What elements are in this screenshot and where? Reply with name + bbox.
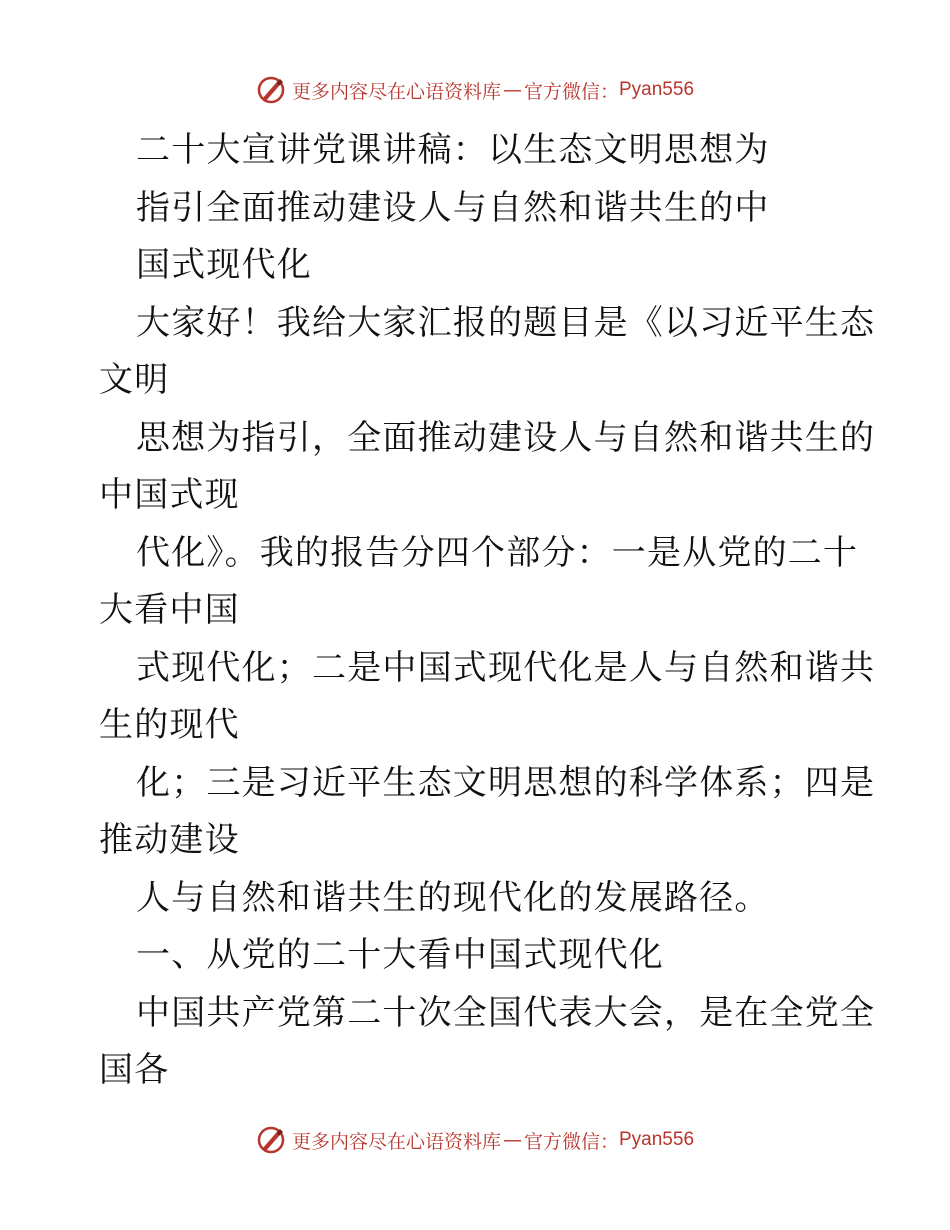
section-heading: 一、从党的二十大看中国式现代化 [136, 935, 664, 975]
paragraph-line: 生的现代 [99, 705, 240, 745]
title-line-1: 二十大宣讲党课讲稿：以生态文明思想为 [136, 130, 770, 170]
paragraph-line: 化；三是习近平生态文明思想的科学体系；四是 [136, 763, 876, 803]
footer-watermark-banner [0, 1120, 950, 1160]
paragraph-line: 文明 [99, 360, 170, 400]
watermark-wechat-label: 官方微信： [523, 80, 619, 103]
watermark-wechat-id: Pyan556 [619, 1129, 695, 1150]
paragraph-line: 国各 [99, 1050, 170, 1090]
watermark-dash: — [502, 79, 522, 101]
header-watermark-banner [0, 70, 950, 110]
paragraph-line: 中国式现 [99, 475, 240, 515]
paragraph-line: 大看中国 [99, 590, 240, 630]
paragraph-line: 思想为指引，全面推动建设人与自然和谐共生的 [136, 418, 876, 458]
title-line-3: 国式现代化 [136, 245, 312, 285]
paragraph-line: 中国共产党第二十次全国代表大会，是在全党全 [136, 993, 876, 1033]
watermark-text: 更多内容尽在心语资料库 [291, 80, 501, 103]
watermark-wechat-label: 官方微信： [523, 1130, 619, 1153]
title-line-2: 指引全面推动建设人与自然和谐共生的中 [136, 188, 770, 228]
pen-logo-icon [256, 75, 286, 105]
watermark-dash: — [502, 1129, 522, 1151]
watermark-text: 更多内容尽在心语资料库 [291, 1130, 501, 1153]
paragraph-line: 式现代化；二是中国式现代化是人与自然和谐共 [136, 648, 876, 688]
paragraph-line: 大家好！我给大家汇报的题目是《以习近平生态 [136, 303, 876, 343]
paragraph-line: 人与自然和谐共生的现代化的发展路径。 [136, 878, 770, 918]
paragraph-line: 代化》。我的报告分四个部分：一是从党的二十 [136, 533, 859, 573]
watermark-wechat-id: Pyan556 [619, 79, 695, 100]
paragraph-line: 推动建设 [99, 820, 240, 860]
pen-logo-icon [256, 1125, 286, 1155]
